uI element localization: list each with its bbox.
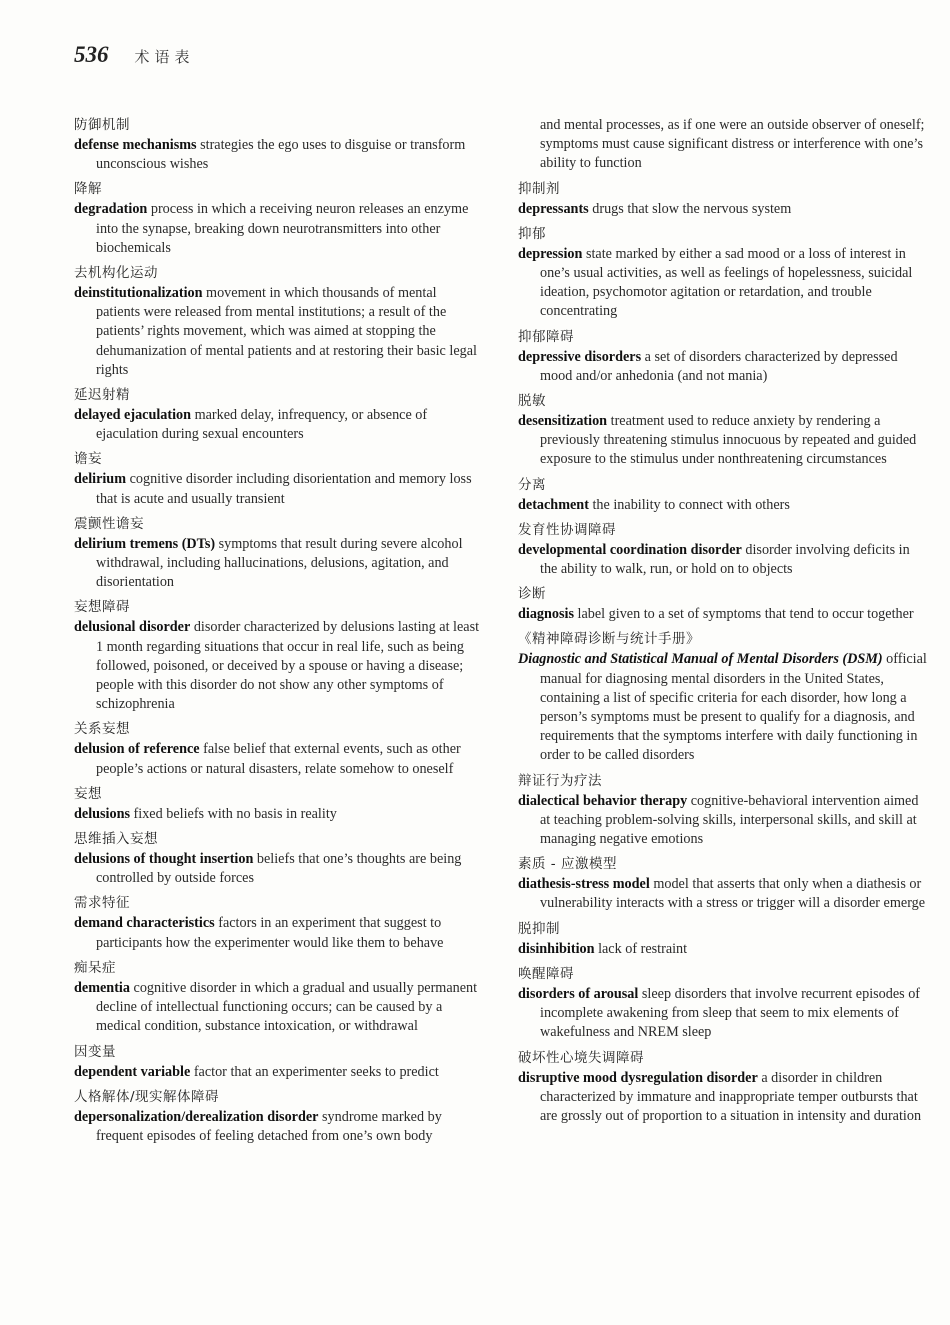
chinese-term: 因变量 bbox=[74, 1043, 116, 1060]
english-term: diathesis-stress model bbox=[518, 876, 650, 893]
term-definition-line bbox=[74, 850, 484, 888]
term-definition-line bbox=[74, 535, 484, 593]
glossary-entry bbox=[74, 116, 484, 174]
definition-text: cognitive disorder in which a gradual and usually permanent decline of intellectual functioning occurs; can be caused by a medical condition, substance intoxication, or withdrawal bbox=[96, 979, 478, 1035]
page-header bbox=[74, 42, 195, 68]
term-definition-line bbox=[518, 496, 928, 515]
chinese-term: 破坏性心境失调障碍 bbox=[518, 1049, 644, 1066]
term-definition-line bbox=[74, 805, 484, 824]
chinese-term: 妄想 bbox=[74, 785, 102, 802]
chinese-term: 抑郁 bbox=[518, 225, 546, 242]
definition-text: marked delay, infrequency, or absence of ejaculation during sexual encounters bbox=[96, 407, 428, 443]
term-definition-line bbox=[74, 406, 484, 444]
definition-text: disorder involving deficits in the ability to walk, run, or hold on to objects bbox=[540, 541, 910, 578]
definition-text: label given to a set of symptoms that tend to occur together bbox=[577, 606, 914, 623]
term-definition-line bbox=[74, 1063, 484, 1082]
page-title: 术语表 bbox=[134, 48, 195, 66]
chinese-term: 脱抑制 bbox=[518, 920, 560, 937]
definition-text: false belief that external events, such as other people’s actions or natural disasters, relate somehow to oneself bbox=[96, 741, 461, 777]
english-term: demand characteristics bbox=[74, 915, 215, 932]
chinese-term: 延迟射精 bbox=[74, 387, 130, 404]
english-term: depersonalization/derealization disorder bbox=[74, 1108, 319, 1125]
definition-text: lack of restraint bbox=[598, 940, 688, 957]
term-definition-line bbox=[518, 348, 928, 386]
english-term: disinhibition bbox=[518, 940, 595, 957]
english-term: dependent variable bbox=[74, 1063, 191, 1080]
glossary-entry bbox=[518, 521, 928, 579]
english-term: Diagnostic and Statistical Manual of Mental Disorders (DSM) bbox=[518, 651, 883, 668]
glossary-entry bbox=[74, 598, 484, 714]
english-term: defense mechanisms bbox=[74, 137, 197, 153]
glossary-entry bbox=[74, 386, 484, 444]
glossary-entry bbox=[518, 225, 928, 322]
term-definition-line bbox=[518, 792, 928, 850]
glossary-entry bbox=[518, 855, 928, 913]
term-definition-line bbox=[74, 470, 484, 508]
glossary-entry bbox=[518, 772, 928, 850]
definition-text: official manual for diagnosing mental disorders in the United States, containing a list of specific criteria for each disorder, how long a person’s symptoms must be present to qualify for a diagnosis, and requirements that the symptoms interfere with daily functioning in order to be called disorders bbox=[540, 651, 927, 764]
term-definition-line bbox=[74, 618, 484, 714]
chinese-term: 抑制剂 bbox=[518, 180, 560, 197]
definition-text: cognitive disorder including disorientation and memory loss that is acute and usually transient bbox=[96, 471, 472, 507]
glossary-entry bbox=[74, 515, 484, 593]
glossary-entry bbox=[74, 894, 484, 952]
definition-text: factors in an experiment that suggest to participants how the experimenter would like them to behave bbox=[96, 915, 444, 951]
term-definition-line bbox=[74, 740, 484, 778]
glossary-entry bbox=[74, 720, 484, 778]
chinese-term: 思维插入妄想 bbox=[74, 831, 158, 848]
chinese-term: 防御机制 bbox=[74, 117, 130, 133]
english-term: desensitization bbox=[518, 413, 608, 430]
english-term: disruptive mood dysregulation disorder bbox=[518, 1069, 758, 1086]
glossary-entry bbox=[518, 116, 928, 174]
term-definition-line bbox=[518, 116, 928, 174]
glossary-entry bbox=[518, 328, 928, 386]
definition-text: symptoms that result during severe alcohol withdrawal, including hallucinations, delusions, agitation, and disorientation bbox=[96, 535, 463, 591]
english-term: deinstitutionalization bbox=[74, 285, 203, 302]
term-definition-line bbox=[74, 284, 484, 380]
term-definition-line bbox=[74, 136, 484, 174]
term-definition-line bbox=[518, 541, 928, 579]
english-term: depressive disorders bbox=[518, 348, 642, 365]
english-term: dialectical behavior therapy bbox=[518, 792, 688, 809]
definition-text: process in which a receiving neuron releases an enzyme into the synapse, breaking down neurotransmitters into other biochemicals bbox=[96, 201, 469, 256]
term-definition-line bbox=[74, 914, 484, 952]
english-term: delayed ejaculation bbox=[74, 407, 192, 424]
chinese-term: 脱敏 bbox=[518, 393, 546, 410]
chinese-term: 唤醒障碍 bbox=[518, 965, 574, 982]
term-definition-line bbox=[518, 245, 928, 322]
glossary-entry bbox=[518, 585, 928, 624]
glossary-left-column bbox=[74, 116, 484, 1152]
chinese-term: 素质 - 应激模型 bbox=[518, 856, 617, 873]
glossary-entry bbox=[518, 180, 928, 219]
chinese-term: 去机构化运动 bbox=[74, 265, 158, 282]
english-term: disorders of arousal bbox=[518, 985, 639, 1002]
term-definition-line bbox=[518, 605, 928, 624]
english-term: delusional disorder bbox=[74, 619, 191, 636]
chinese-term: 分离 bbox=[518, 476, 546, 493]
term-definition-line bbox=[518, 650, 928, 765]
term-definition-line bbox=[518, 940, 928, 959]
term-definition-line bbox=[518, 875, 928, 913]
glossary-entry bbox=[74, 1043, 484, 1082]
glossary-entry bbox=[518, 392, 928, 470]
english-term: delirium bbox=[74, 471, 127, 488]
definition-text: movement in which thousands of mental patients were released from mental institutions; a result of the patients’ rights movement, which was aimed at stopping the dehumanization of mental patients and at restoring their basic legal rights bbox=[96, 285, 477, 378]
definition-text: cognitive-behavioral intervention aimed at teaching problem-solving skills, interpersonal skills, and skill at managing negative emotions bbox=[540, 792, 919, 848]
glossary-entry bbox=[518, 920, 928, 959]
glossary-entry bbox=[74, 959, 484, 1037]
english-term: delirium tremens (DTs) bbox=[74, 535, 216, 552]
chinese-term: 抑郁障碍 bbox=[518, 328, 574, 345]
chinese-term: 需求特征 bbox=[74, 895, 130, 912]
definition-text: a set of disorders characterized by depressed mood and/or anhedonia (and not mania) bbox=[540, 348, 898, 384]
glossary-entry bbox=[518, 630, 928, 765]
chinese-term: 人格解体/现实解体障碍 bbox=[74, 1088, 220, 1105]
chinese-term: 发育性协调障碍 bbox=[518, 521, 616, 538]
definition-text: treatment used to reduce anxiety by rendering a previously threatening stimulus innocuous by repeated and guided exposure to the stimulus under nonthreatening circumstances bbox=[540, 413, 917, 468]
chinese-term: 关系妄想 bbox=[74, 721, 130, 738]
definition-text: model that asserts that only when a diathesis or vulnerability interacts with a stress or trigger will a disorder emerge bbox=[540, 876, 926, 912]
english-term: dementia bbox=[74, 979, 130, 996]
english-term: developmental coordination disorder bbox=[518, 541, 742, 558]
definition-text: drugs that slow the nervous system bbox=[592, 200, 792, 217]
english-term: degradation bbox=[74, 201, 148, 218]
glossary-right-column bbox=[518, 116, 928, 1132]
english-term: delusions of thought insertion bbox=[74, 851, 254, 868]
definition-text: state marked by either a sad mood or a loss of interest in one’s usual activities, as well as feelings of hopelessness, suicidal ideation, psychomotor agitation or retardation, and trouble concentrating bbox=[540, 245, 913, 320]
glossary-entry bbox=[74, 180, 484, 258]
definition-text: disorder characterized by delusions lasting at least 1 month regarding situations that occur in real life, such as being followed, poisoned, or deceived by a spouse or having a disease; people with this disorder do not show any other symptoms of schizophrenia bbox=[96, 619, 480, 713]
definition-text: and mental processes, as if one were an outside observer of oneself; symptoms must cause significant distress or interference with one’s ability to function bbox=[540, 117, 925, 172]
glossary-entry bbox=[74, 1088, 484, 1146]
english-term: delusions bbox=[74, 805, 130, 822]
chinese-term: 震颤性谵妄 bbox=[74, 515, 144, 532]
term-definition-line bbox=[74, 979, 484, 1037]
term-definition-line bbox=[518, 1069, 928, 1127]
definition-text: fixed beliefs with no basis in reality bbox=[133, 805, 337, 822]
definition-text: factor that an experimenter seeks to predict bbox=[193, 1063, 439, 1080]
definition-text: beliefs that one’s thoughts are being controlled by outside forces bbox=[96, 851, 462, 887]
english-term: depression bbox=[518, 245, 583, 262]
definition-text: a disorder in children characterized by immature and inappropriate temper outbursts that are grossly out of proportion to a situation in intensity and duration bbox=[540, 1069, 922, 1124]
english-term: depressants bbox=[518, 200, 589, 217]
definition-text: strategies the ego uses to disguise or transform unconscious wishes bbox=[96, 137, 466, 173]
term-definition-line bbox=[518, 985, 928, 1043]
chinese-term: 谵妄 bbox=[74, 451, 102, 468]
glossary-entry bbox=[74, 830, 484, 888]
chinese-term: 辩证行为疗法 bbox=[518, 772, 602, 789]
english-term: diagnosis bbox=[518, 606, 574, 623]
term-definition-line bbox=[518, 200, 928, 219]
chinese-term: 诊断 bbox=[518, 586, 546, 603]
term-definition-line bbox=[74, 200, 484, 258]
chinese-term: 妄想障碍 bbox=[74, 599, 130, 616]
chinese-term: 痴呆症 bbox=[74, 959, 116, 976]
glossary-entry bbox=[518, 965, 928, 1043]
glossary-entry bbox=[74, 785, 484, 824]
english-term: delusion of reference bbox=[74, 741, 200, 758]
chinese-term: 降解 bbox=[74, 181, 102, 198]
page-number: 536 bbox=[74, 42, 109, 67]
glossary-entry bbox=[74, 450, 484, 508]
chinese-term: 《精神障碍诊断与统计手册》 bbox=[518, 631, 700, 648]
glossary-entry bbox=[518, 1049, 928, 1127]
english-term: detachment bbox=[518, 496, 589, 513]
definition-text: sleep disorders that involve recurrent episodes of incomplete awakening from sleep that seem to mix elements of wakefulness and NREM sleep bbox=[540, 985, 921, 1041]
term-definition-line bbox=[518, 412, 928, 470]
glossary-entry bbox=[74, 264, 484, 380]
definition-text: syndrome marked by frequent episodes of feeling detached from one’s own body bbox=[96, 1108, 442, 1144]
glossary-entry bbox=[518, 476, 928, 515]
definition-text: the inability to connect with others bbox=[592, 496, 790, 513]
term-definition-line bbox=[74, 1108, 484, 1146]
